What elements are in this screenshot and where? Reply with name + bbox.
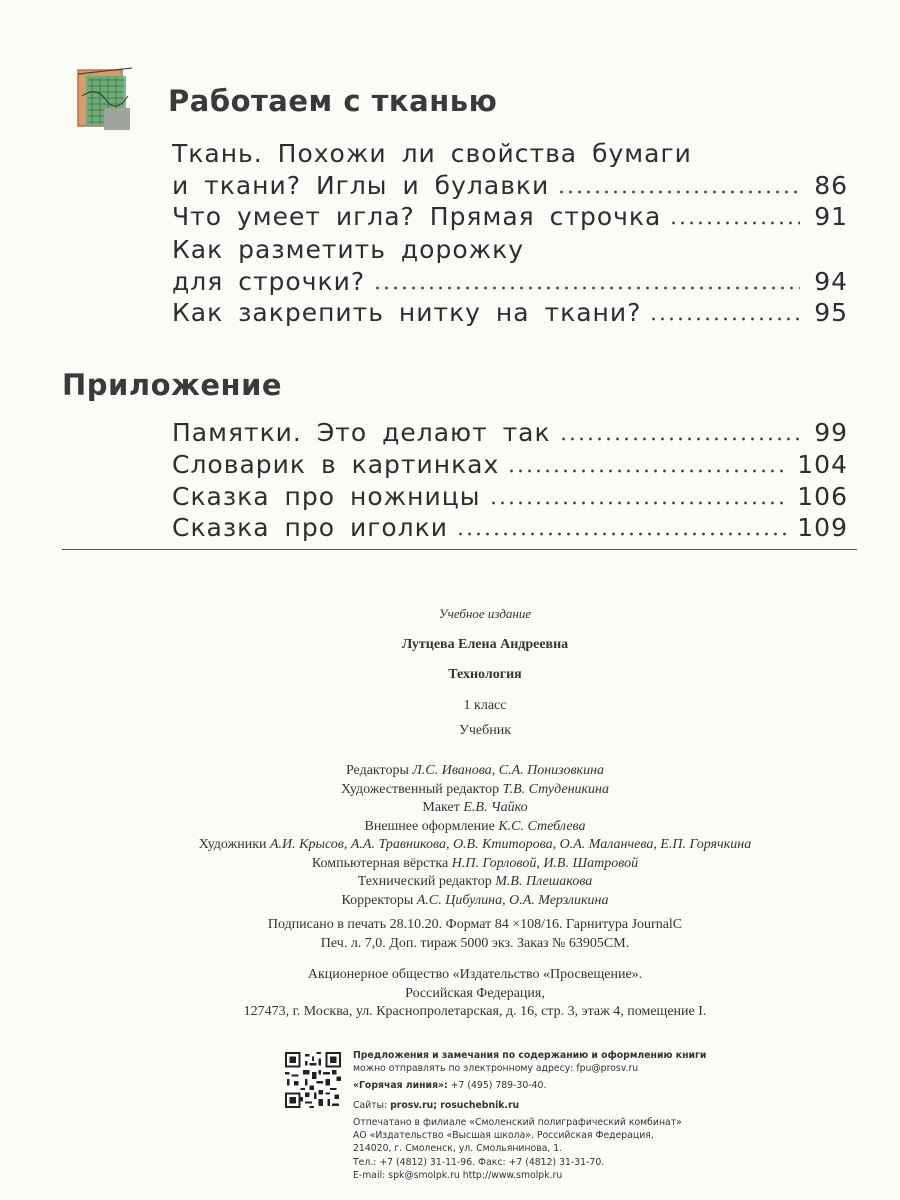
credit-line	[60, 892, 890, 911]
qr-code-icon	[285, 1052, 341, 1108]
credit-role: Корректоры	[341, 892, 417, 908]
credit-names: М.В. Плешакова	[495, 874, 593, 889]
imprint-block	[100, 605, 870, 741]
hotline-label: «Горячая линия»:	[353, 1080, 448, 1092]
credit-names: Л.С. Иванова, С.А. Понизовкина	[412, 763, 605, 778]
toc-entry[interactable]	[172, 234, 848, 298]
credit-names: К.С. Стеблева	[498, 818, 586, 834]
grade-label: 1 класс	[463, 697, 507, 713]
page-number: 106	[797, 482, 848, 511]
section-title-appendix: Приложение	[62, 368, 283, 402]
publisher-block	[60, 966, 890, 1022]
dot-leader	[507, 469, 789, 473]
credit-line	[60, 781, 890, 800]
dot-leader	[669, 221, 800, 225]
toc-entry-text: Памятки. Это делают так	[172, 418, 551, 447]
printer-line: E-mail: spk@smolpk.ru http://www.smolpk.ru	[353, 1169, 563, 1181]
toc-entry-text: Ткань. Похожи ли свойства бумаги	[172, 139, 692, 168]
credit-names: А.И. Крысов, А.А. Травникова, О.В. Ктиторова, О.А. Маланчева, Е.П. Горячкина	[270, 837, 752, 852]
feedback-line: Предложения и замечания по содержанию и оформлению книги	[353, 1050, 707, 1061]
credit-names: Н.П. Горловой, И.В. Шатровой	[451, 855, 639, 871]
page-number: 109	[797, 513, 848, 542]
toc-entry-text: Что умеет игла? Прямая строчка	[172, 202, 662, 231]
credit-names: Е.В. Чайко	[463, 800, 528, 815]
credit-line	[60, 836, 890, 855]
toc-entry[interactable]	[172, 201, 848, 233]
page-number: 104	[797, 450, 848, 479]
book-kind: Учебник	[458, 723, 512, 738]
dot-leader	[557, 190, 800, 194]
section-divider	[62, 549, 857, 550]
print-info: Подписано в печать 28.10.20. Формат 84 ×108/16. Гарнитура JournalC	[267, 917, 683, 932]
dot-leader	[373, 286, 800, 290]
page-number: 95	[814, 298, 848, 327]
credit-names: А.С. Цибулина, О.А. Мерзликина	[416, 892, 609, 908]
sites-label: Сайты:	[353, 1099, 391, 1111]
printer-block	[353, 1116, 682, 1182]
section-title-fabric: Работаем с тканью	[168, 84, 498, 118]
publisher-line: 127473, г. Москва, ул. Краснопролетарская, д. 16, стр. 3, этаж 4, помещение I.	[243, 1004, 707, 1019]
credit-role: Компьютерная вёрстка	[311, 855, 452, 871]
printer-line: Тел.: +7 (4812) 31-11-96. Факс: +7 (4812) 31-31-70.	[353, 1156, 605, 1168]
toc-entry[interactable]	[172, 449, 848, 481]
toc-entry-text: Сказка про иголки	[172, 513, 448, 542]
toc-entry[interactable]	[172, 138, 848, 202]
feedback-email[interactable]: fpu@prosv.ru	[576, 1063, 639, 1075]
publisher-line: Акционерное общество «Издательство «Просвещение».	[307, 967, 643, 982]
credit-line	[60, 762, 890, 781]
feedback-block	[353, 1049, 706, 1112]
toc-entry-text: Как разметить дорожку	[172, 235, 525, 264]
dot-leader	[489, 501, 790, 505]
credit-line	[60, 873, 890, 892]
dot-leader	[649, 317, 800, 321]
page-number: 86	[814, 171, 848, 200]
printer-line: АО «Издательство «Высшая школа». Российская Федерация,	[353, 1130, 654, 1142]
credit-names: Т.В. Студеникина	[502, 781, 610, 797]
credit-role: Редакторы	[345, 763, 413, 778]
publisher-line: Российская Федерация,	[405, 985, 545, 1001]
credit-line	[60, 799, 890, 818]
credit-role: Художники	[198, 837, 270, 852]
book-title: Технология	[448, 667, 522, 682]
toc-entry-text: Словарик в картинках	[172, 450, 500, 479]
toc-entry[interactable]	[172, 417, 848, 449]
credits-block	[60, 762, 890, 910]
sites-links[interactable]: prosv.ru; rosuchebnik.ru	[390, 1099, 520, 1111]
toc-entry-text: Как закрепить нитку на ткани?	[172, 298, 642, 327]
hotline-phone: +7 (495) 789-30-40.	[447, 1080, 547, 1092]
feedback-line: можно отправлять по электронному адресу:	[353, 1063, 577, 1075]
page-number: 99	[814, 418, 848, 447]
dot-leader	[559, 437, 800, 441]
credit-line	[60, 818, 890, 837]
print-info-block	[60, 916, 890, 953]
print-info: Печ. л. 7,0. Доп. тираж 5000 экз. Заказ № 63905СМ.	[320, 935, 630, 951]
printer-line: Отпечатано в филиале «Смоленский полиграфический комбинат»	[353, 1117, 682, 1128]
credit-role: Художественный редактор	[340, 781, 503, 797]
page-number: 91	[814, 202, 848, 231]
printer-line: 214020, г. Смоленск, ул. Смольянинова, 1.	[353, 1143, 563, 1155]
fabric-swatch-icon	[76, 66, 134, 132]
credit-role: Макет	[422, 800, 464, 815]
dot-leader	[456, 532, 789, 536]
author-name: Лутцева Елена Андреевна	[401, 636, 569, 652]
toc-entry-text: и ткани? Иглы и булавки	[172, 171, 550, 200]
credit-role: Технический редактор	[357, 874, 496, 889]
toc-entry[interactable]	[172, 297, 848, 329]
toc-entry-text: для строчки?	[172, 267, 366, 296]
credit-role: Внешнее оформление	[364, 818, 499, 834]
edition-type: Учебное издание	[438, 606, 532, 621]
credit-line	[60, 855, 890, 874]
page-number: 94	[814, 267, 848, 296]
toc-entry-text: Сказка про ножницы	[172, 482, 481, 511]
toc-entry[interactable]	[172, 512, 848, 544]
toc-entry[interactable]	[172, 481, 848, 513]
